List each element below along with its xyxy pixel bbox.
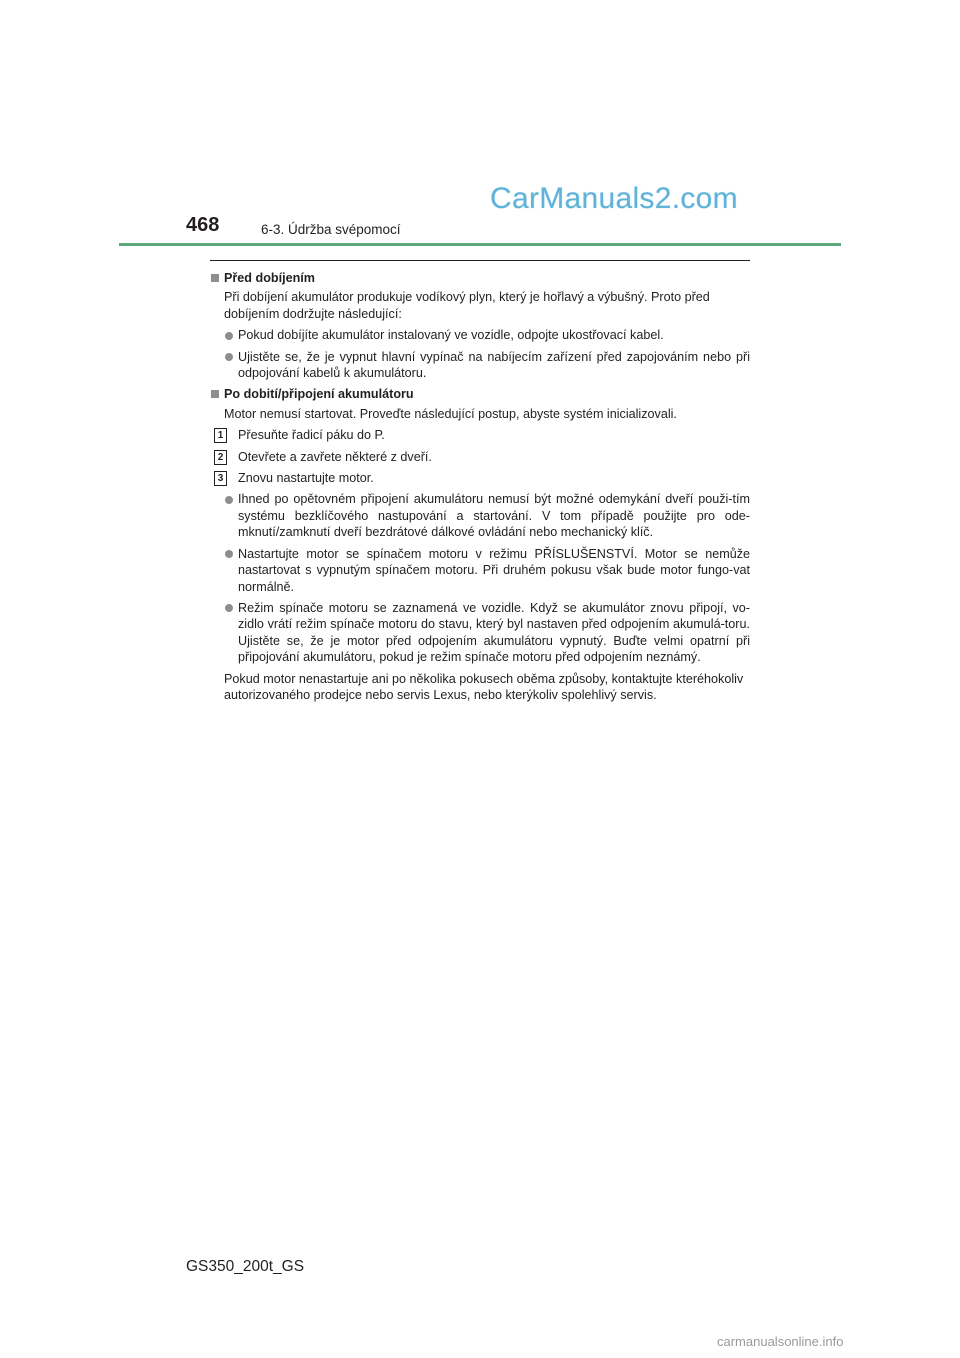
header-rule: [119, 243, 841, 246]
bullet-text: Ujistěte se, že je vypnut hlavní vypínač na nabíjecím zařízení před zapojováním nebo při odpojování kabelů k akumulátoru.: [238, 349, 750, 381]
watermark-top[interactable]: CarManuals2.com: [490, 182, 738, 215]
round-bullet-icon: [225, 353, 233, 361]
heading-text: Po dobití/připojení akumulátoru: [224, 387, 414, 402]
step-item: [210, 427, 750, 443]
bullet-item: [210, 327, 750, 343]
round-bullet-icon: [225, 550, 233, 558]
square-bullet-icon: [211, 390, 219, 398]
round-bullet-icon: [225, 604, 233, 612]
page-content: [210, 270, 750, 708]
closing-paragraph: Pokud motor nenastartuje ani po několika pokusech oběma způsoby, kontaktujte kteréhokoliv autorizovaného prodejce nebo servis Lexus, nebo kterýkoliv spolehlivý servis.: [224, 671, 744, 702]
step-text: Znovu nastartujte motor.: [238, 471, 374, 486]
heading-text: Před dobíjením: [224, 271, 315, 285]
watermark-bottom[interactable]: carmanualsonline.info: [717, 1334, 844, 1349]
step-number: 3: [214, 471, 227, 486]
step-number: 1: [214, 428, 227, 443]
step-number: 2: [214, 450, 227, 465]
step-item: [210, 470, 750, 486]
round-bullet-icon: [225, 332, 233, 340]
step-text: Otevřete a zavřete některé z dveří.: [238, 449, 432, 464]
step-item: [210, 449, 750, 465]
model-code: GS350_200t_GS: [186, 1258, 305, 1275]
intro-paragraph: Při dobíjení akumulátor produkuje vodíkový plyn, který je hořlavý a výbušný. Proto před dobíjením dodržujte následující:: [224, 290, 710, 321]
content-rule: [210, 260, 750, 261]
bullet-item: [210, 546, 750, 595]
square-bullet-icon: [211, 274, 219, 282]
intro-paragraph: Motor nemusí startovat. Proveďte následující postup, abyste systém inicializovali.: [224, 406, 677, 421]
page-number: 468: [186, 214, 220, 236]
bullet-item: [210, 349, 750, 382]
bullet-text: Pokud dobíjíte akumulátor instalovaný ve vozidle, odpojte ukostřovací kabel.: [238, 328, 664, 343]
step-text: Přesuňte řadicí páku do P.: [238, 428, 385, 443]
bullet-item: [210, 491, 750, 540]
round-bullet-icon: [225, 496, 233, 504]
heading-after-charging: [210, 386, 750, 402]
section-title: 6-3. Údržba svépomocí: [261, 222, 401, 237]
bullet-text: Nastartujte motor se spínačem motoru v režimu PŘÍSLUŠENSTVÍ. Motor se nemůže nastartovat s vypnutým spínačem motoru. Při druhém pokusu však bude motor fungo-vat normálně.: [238, 546, 750, 594]
heading-before-charging: [210, 270, 750, 286]
bullet-item: [210, 600, 750, 666]
bullet-text: Ihned po opětovném připojení akumulátoru nemusí být možné odemykání dveří použi-tím systému bezklíčového nastupování a startování. V tom případě použijte pro ode-mknutí/zamknutí dveří bezdrátové dálkové ovládání nebo mechanický klíč.: [238, 492, 750, 540]
bullet-text: Režim spínače motoru se zaznamená ve vozidle. Když se akumulátor znovu připojí, vo-zidlo vrátí režim spínače motoru do stavu, který byl nastaven před odpojením akumulá-toru. Ujistěte se, že je motor před odpojením akumulátoru vypnutý. Buďte velmi opatrní při připojování akumulátoru, pokud je režim spínače motoru před odpojením neznámý.: [238, 600, 750, 665]
